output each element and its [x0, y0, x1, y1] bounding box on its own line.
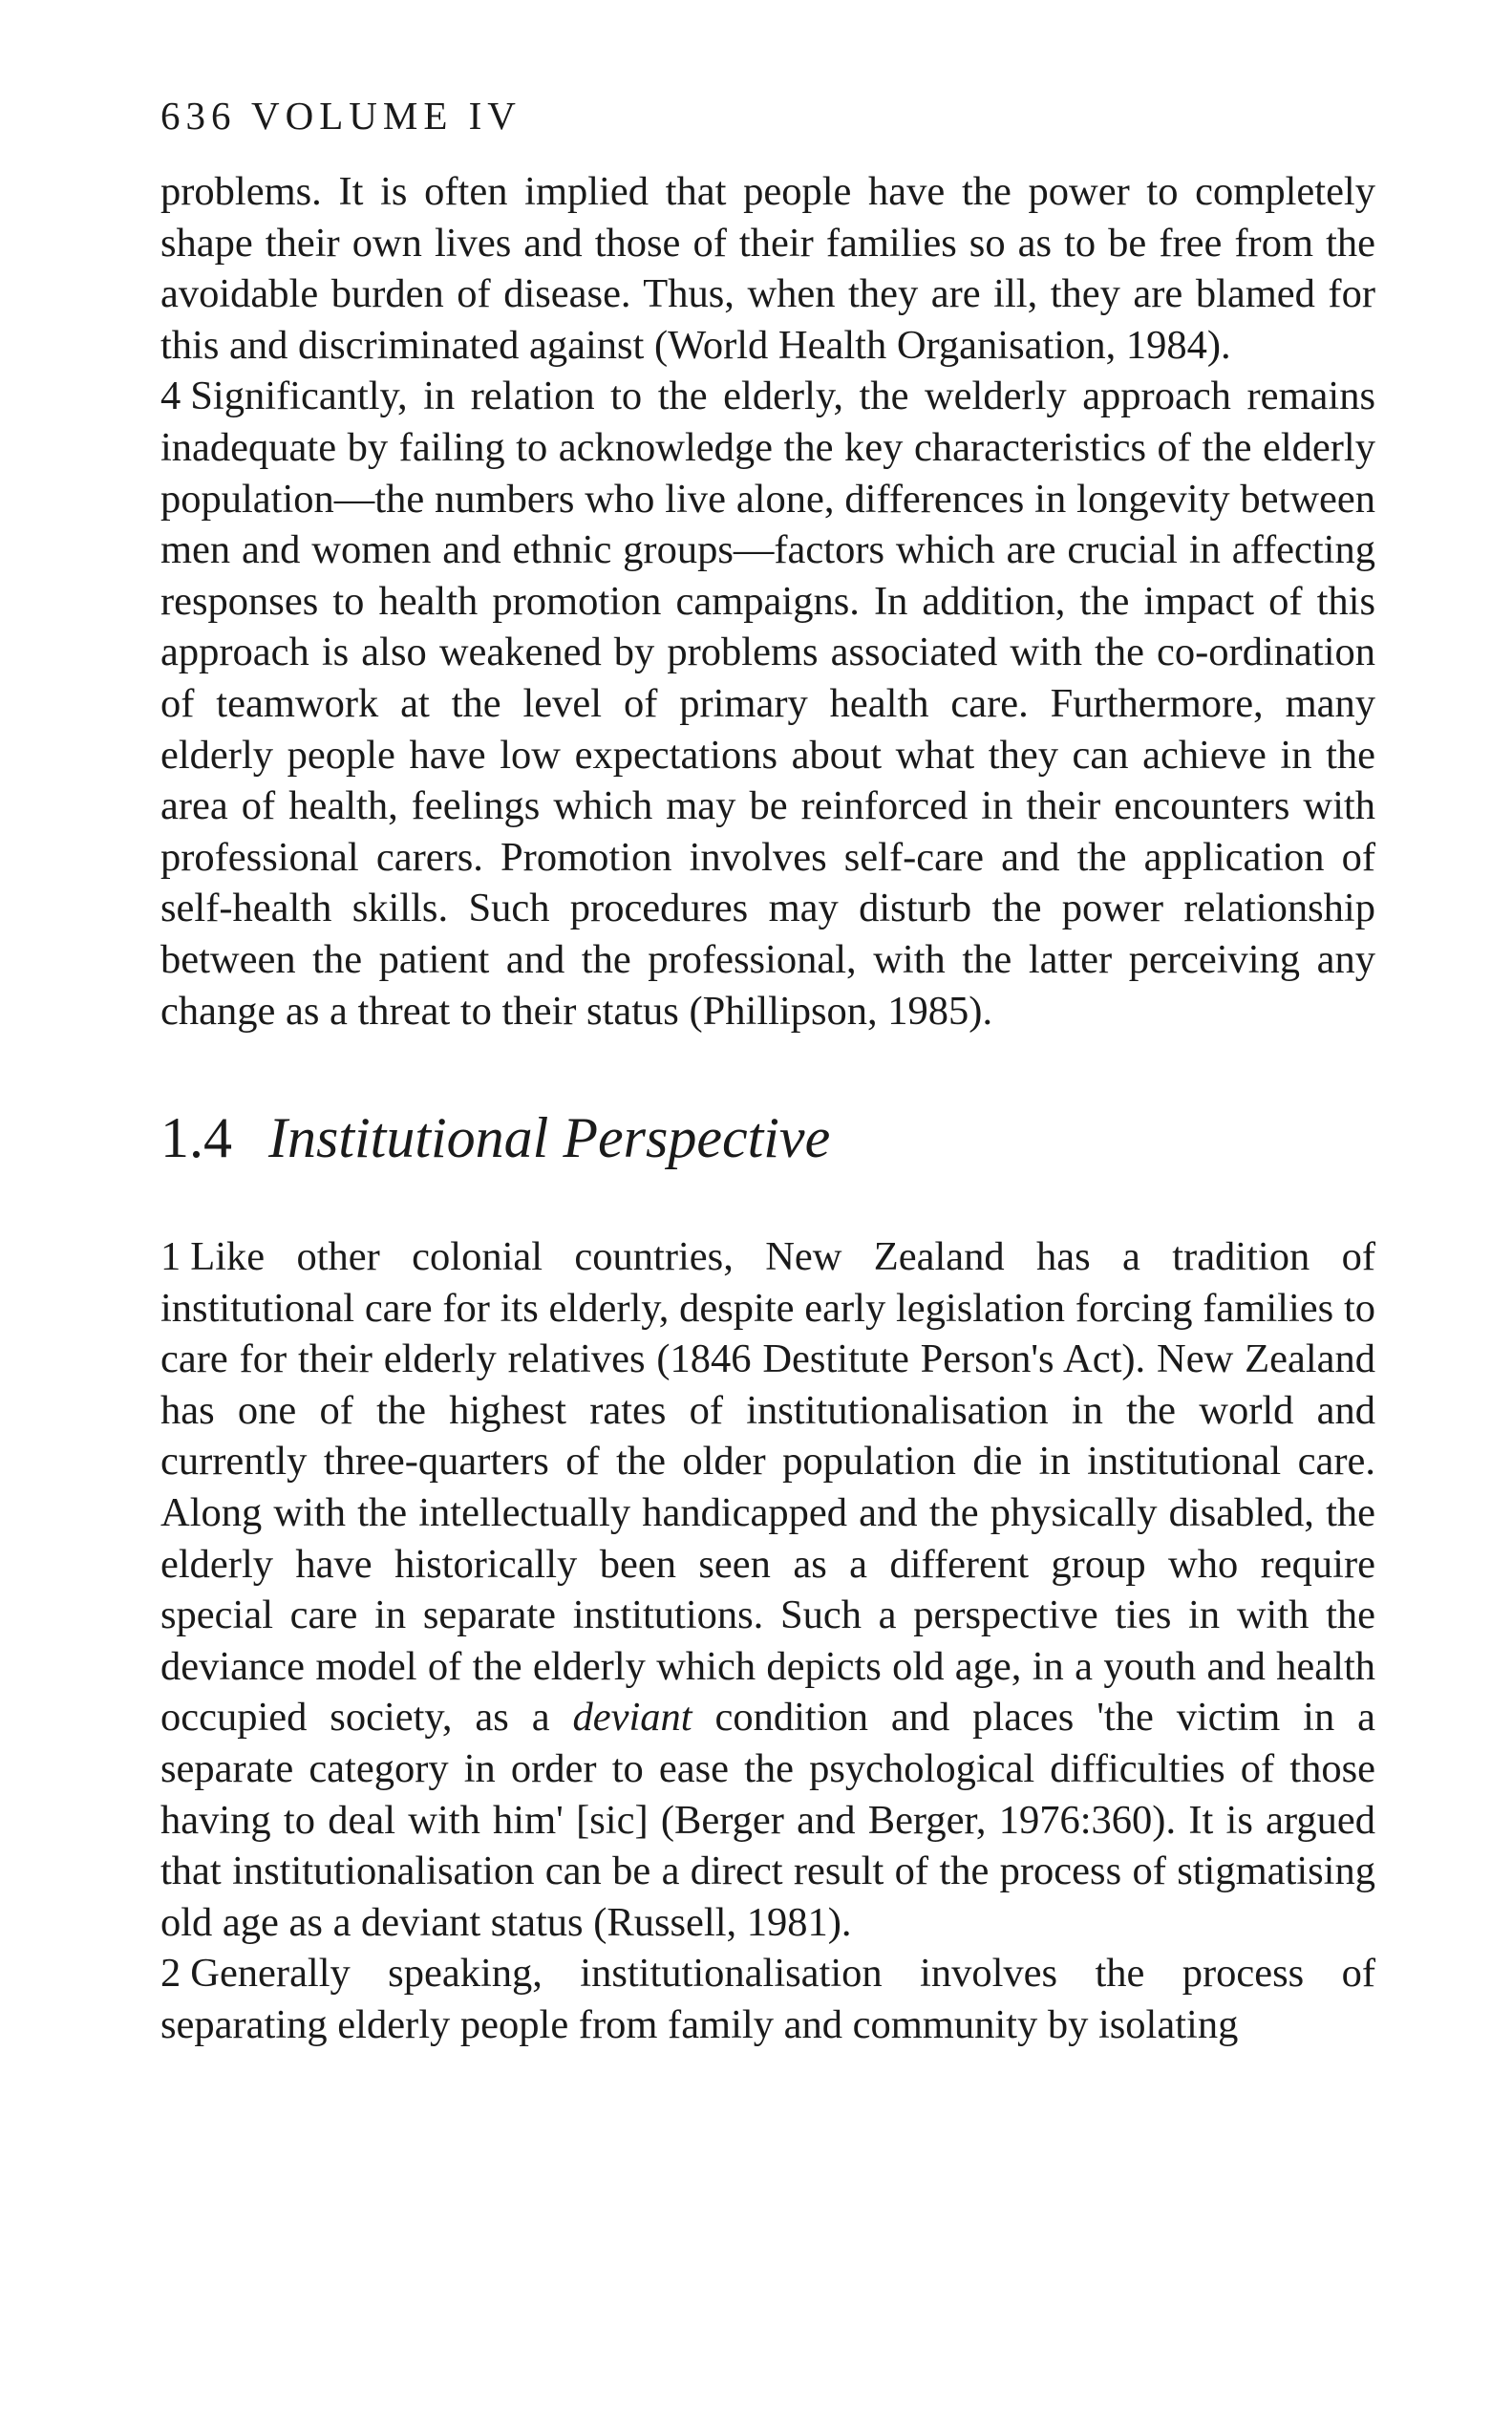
paragraph-number: 2 — [160, 1951, 181, 1997]
book-page — [160, 92, 1375, 2051]
section-heading — [160, 1103, 1375, 1172]
paragraph-text: Significantly, in relation to the elderly, the welderly approach remains inadequate by failing to acknowledge the key characteristics of the elderly population—the numbers who live alone, differences in longevity between men and women and ethnic groups—factors which are crucial in affecting responses to health promotion campaigns. In addition, the impact of this approach is also weakened by problems associated with the co-ordination of teamwork at the level of primary health care. Furthermore, many elderly people have low expectations about what they can achieve in the area of health, feelings which may be reinforced in their encounters with professional carers. Promotion involves self-care and the application of self-health skills. Such procedures may disturb the power relationship between the patient and the professional, with the latter perceiving any change as a threat to their status (Phillipson, 1985). — [160, 374, 1375, 1034]
emphasis-deviant: deviant — [572, 1695, 692, 1741]
paragraph-number: 1 — [160, 1234, 181, 1280]
paragraph-continued — [160, 166, 1375, 371]
running-head — [160, 92, 1375, 139]
page-number: 636 — [160, 94, 237, 138]
paragraph-2 — [160, 1948, 1375, 2050]
paragraph-text-part-a: Like other colonial countries, New Zealand has a tradition of institutional care for its elderly, despite early legislation forcing families to care for their elderly relatives (1846 Destitute Person's Act). New Zealand has one of the highest rates of institutionalisation in the world and currently three-quarters of the older population die in institutional care. Along with the intellectually handicapped and the physically disabled, the elderly have historically been seen as a different group who require special care in separate institutions. Such a perspective ties in with the deviance model of the elderly which depicts old age, in a youth and health occupied society, as a — [160, 1234, 1375, 1741]
paragraph-text: problems. It is often implied that people have the power to completely shape their own lives and those of their families so as to be free from the avoidable burden of disease. Thus, when they are ill, they are blamed for this and discriminated against (World Health Organisation, 1984). — [160, 169, 1375, 368]
paragraph-1 — [160, 1231, 1375, 1948]
paragraph-4 — [160, 371, 1375, 1037]
paragraph-number: 4 — [160, 374, 181, 419]
paragraph-text: Generally speaking, institutionalisation involves the process of separating elderly people from family and community by isolating — [160, 1951, 1375, 2047]
section-number: 1.4 — [160, 1106, 232, 1170]
volume-label: VOLUME IV — [251, 94, 522, 138]
section-title: Institutional Perspective — [268, 1106, 831, 1170]
paragraph-text-part-b: condition and places 'the victim in a separate category in order to ease the psychological difficulties of those having to deal with him' [sic] (Berger and Berger, 1976:360). It is argued that institutionalisation can be a direct result of the process of stigmatising old age as a deviant status (Russell, 1981). — [160, 1695, 1375, 1945]
